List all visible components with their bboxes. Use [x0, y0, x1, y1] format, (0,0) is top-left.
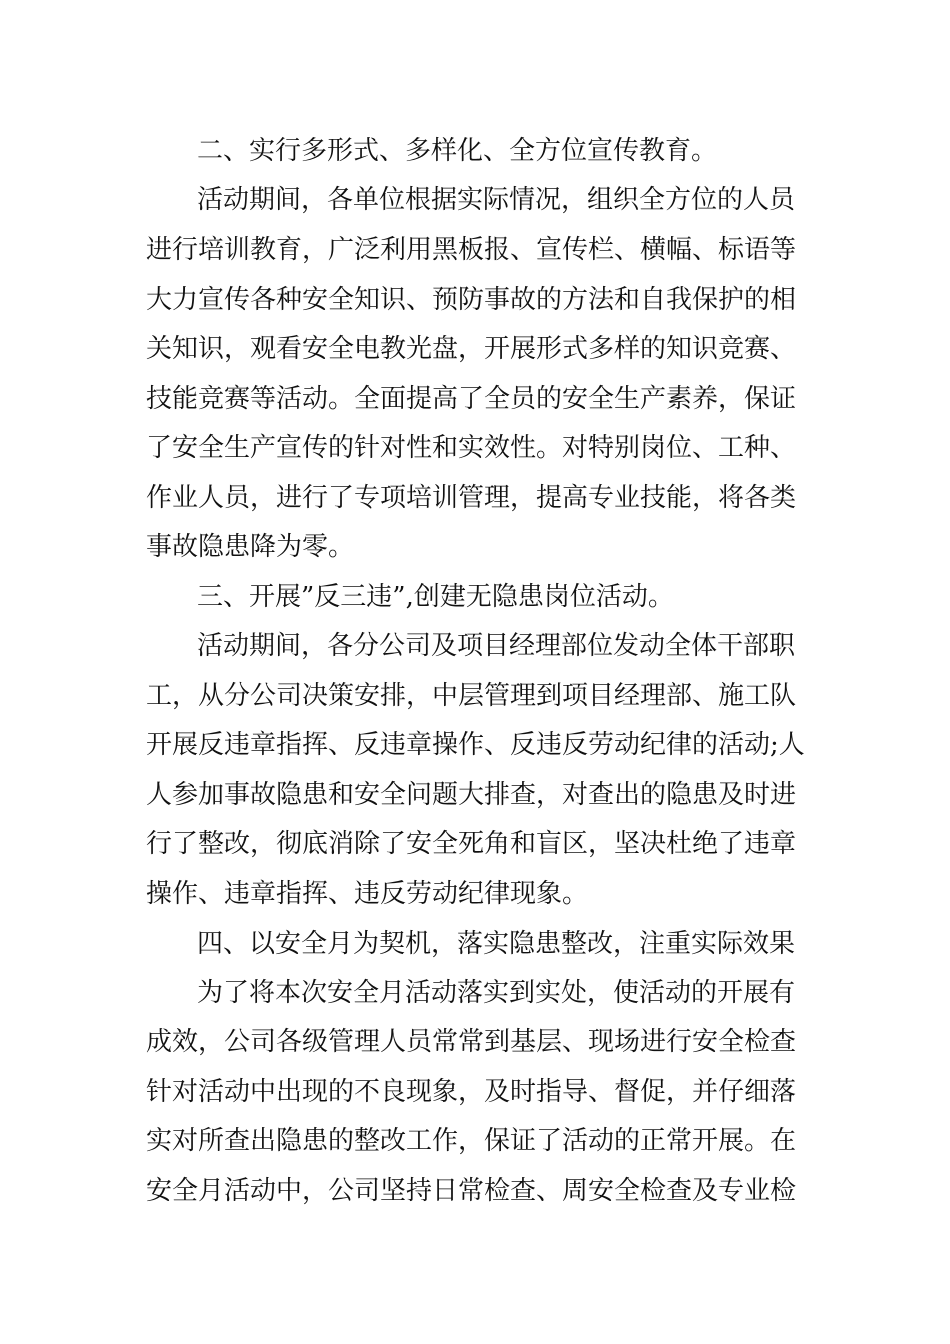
paragraph-line: 开展反违章指挥、反违章操作、反违反劳动纪律的活动;人: [146, 730, 805, 760]
heading-section-3: 三、开展”反三违”,创建无隐患岗位活动。: [197, 582, 674, 612]
paragraph-line: 人参加事故隐患和安全问题大排查，对查出的隐患及时进: [146, 780, 797, 810]
paragraph-line: 大力宣传各种安全知识、预防事故的方法和自我保护的相: [146, 285, 797, 315]
paragraph-line: 作业人员，进行了专项培训管理，提高专业技能，将各类: [146, 483, 797, 513]
paragraph-line: 针对活动中出现的不良现象，及时指导、督促，并仔细落: [146, 1077, 797, 1107]
paragraph-line: 实对所查出隐患的整改工作，保证了活动的正常开展。在: [146, 1126, 797, 1156]
paragraph-line: 安全月活动中，公司坚持日常检查、周安全检查及专业检: [146, 1176, 797, 1206]
paragraph-line: 为了将本次安全月活动落实到实处，使活动的开展有: [197, 978, 796, 1008]
paragraph-line: 行了整改，彻底消除了安全死角和盲区，坚决杜绝了违章: [146, 829, 797, 859]
paragraph-line: 进行培训教育，广泛利用黑板报、宣传栏、横幅、标语等: [146, 235, 797, 265]
paragraph-line: 关知识，观看安全电教光盘，开展形式多样的知识竞赛、: [146, 334, 797, 364]
paragraph-line: 工，从分公司决策安排，中层管理到项目经理部、施工队: [146, 681, 797, 711]
paragraph-line: 活动期间，各单位根据实际情况，组织全方位的人员: [197, 185, 796, 215]
paragraph-line: 成效，公司各级管理人员常常到基层、现场进行安全检查: [146, 1027, 797, 1057]
paragraph-line: 技能竞赛等活动。全面提高了全员的安全生产素养，保证: [146, 384, 797, 414]
paragraph-line: 事故隐患降为零。: [146, 532, 355, 562]
paragraph-line: 活动期间，各分公司及项目经理部位发动全体干部职: [197, 631, 796, 661]
heading-section-4: 四、以安全月为契机，落实隐患整改，注重实际效果: [197, 929, 796, 959]
paragraph-line: 了安全生产宣传的针对性和实效性。对特别岗位、工种、: [146, 433, 797, 463]
paragraph-line: 操作、违章指挥、违反劳动纪律现象。: [146, 879, 589, 909]
heading-section-2: 二、实行多形式、多样化、全方位宣传教育。: [197, 136, 718, 166]
